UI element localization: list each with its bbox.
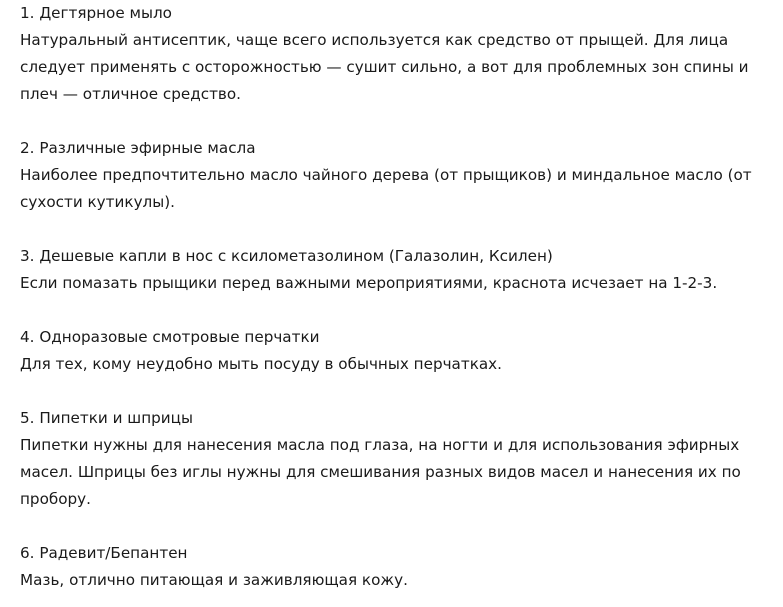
item-text: Для тех, кому неудобно мыть посуду в обычных перчатках. — [20, 355, 503, 373]
item-text: Если помазать прыщики перед важными мероприятиями, краснота исчезает на 1-2-3. — [20, 274, 718, 292]
list-item — [20, 324, 780, 378]
item-title: 2. Различные эфирные масла — [20, 139, 256, 157]
item-text: Мазь, отлично питающая и заживляющая кожу. — [20, 571, 408, 589]
list-item — [20, 135, 780, 216]
list-item — [20, 0, 780, 108]
document-body — [20, 0, 780, 594]
item-title: 5. Пипетки и шприцы — [20, 409, 193, 427]
list-item — [20, 243, 780, 297]
item-title: 6. Радевит/Бепантен — [20, 544, 188, 562]
list-item — [20, 405, 780, 513]
item-text: Натуральный антисептик, чаще всего используется как средство от прыщей. Для лица следует применять с осторожностью — сушит сильно, а вот для проблемных зон спины и плеч — отличное средство. — [20, 31, 749, 103]
item-title: 3. Дешевые капли в нос с ксилометазолином (Галазолин, Ксилен) — [20, 247, 553, 265]
item-title: 1. Дегтярное мыло — [20, 4, 172, 22]
item-text: Пипетки нужны для нанесения масла под глаза, на ногти и для использования эфирных масел. Шприцы без иглы нужны для смешивания разных видов масел и нанесения их по пробору. — [20, 436, 741, 508]
list-item — [20, 540, 780, 594]
item-title: 4. Одноразовые смотровые перчатки — [20, 328, 320, 346]
item-text: Наиболее предпочтительно масло чайного дерева (от прыщиков) и миндальное масло (от сухости кутикулы). — [20, 166, 752, 211]
